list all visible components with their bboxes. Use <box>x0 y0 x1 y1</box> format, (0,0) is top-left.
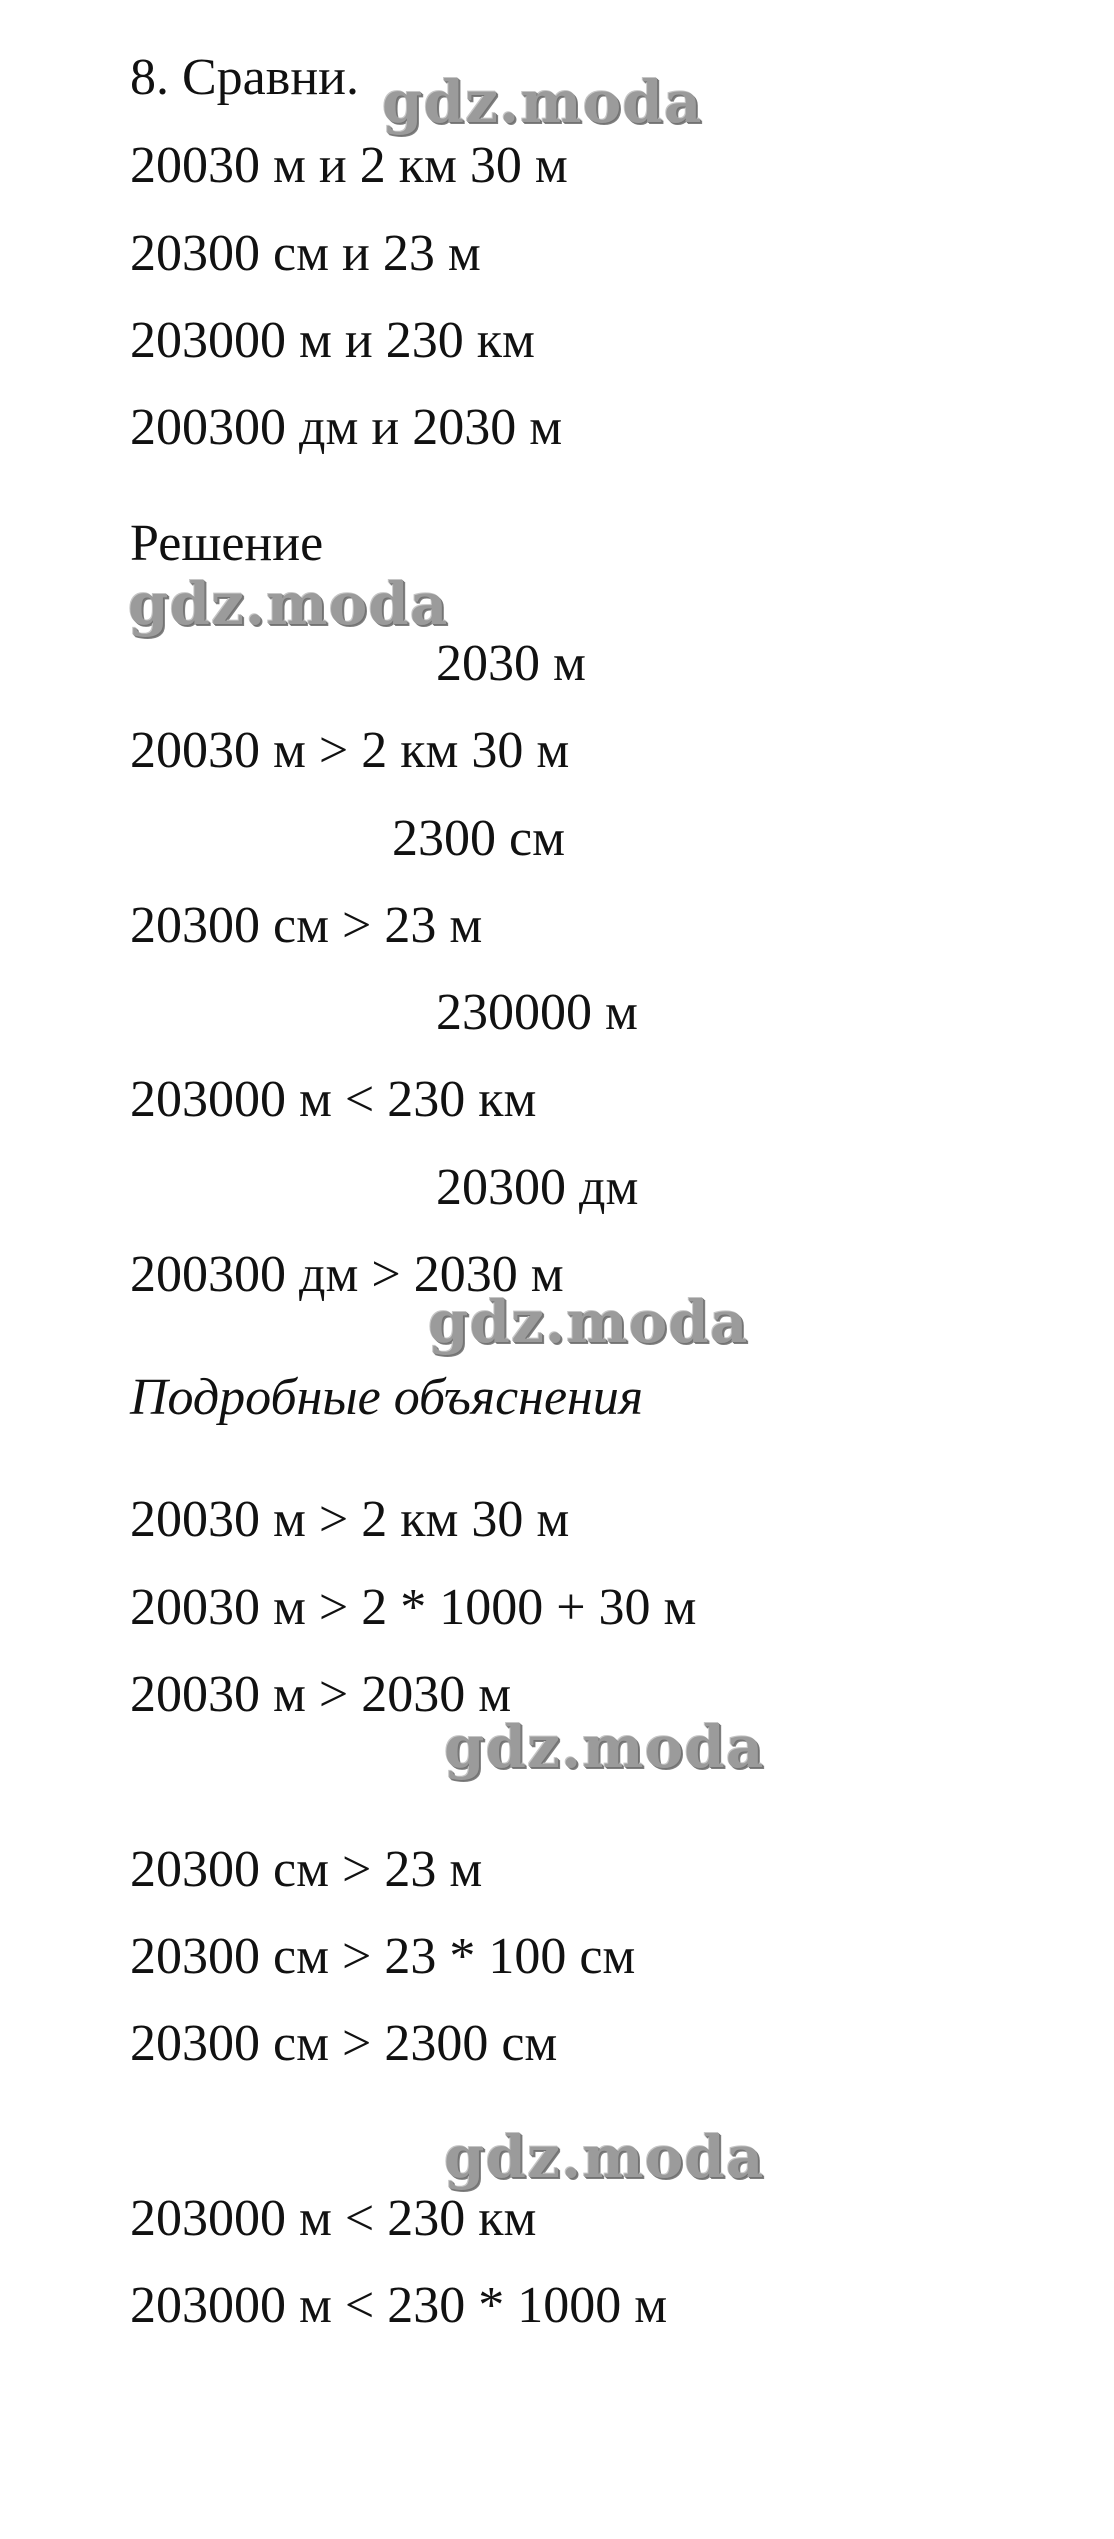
explanation-line: 20030 м > 2 * 1000 + 30 м <box>130 1579 697 1636</box>
solution-line-3: 203000 м < 230 км <box>130 1071 537 1128</box>
watermark: gdz.moda <box>128 570 449 638</box>
solution-line-1: 20030 м > 2 км 30 м <box>130 722 570 779</box>
watermark: gdz.moda <box>428 1288 749 1356</box>
task-item-1: 20030 м и 2 км 30 м <box>130 137 568 194</box>
watermark: gdz.moda <box>444 2123 765 2191</box>
explanation-line: 203000 м < 230 * 1000 м <box>130 2277 668 2334</box>
explanation-line: 20300 см > 23 * 100 см <box>130 1928 636 1985</box>
task-item-2: 20300 см и 23 м <box>130 225 481 282</box>
explanation-line: 20030 м > 2030 м <box>130 1666 512 1723</box>
explanation-line: 20300 см > 23 м <box>130 1841 483 1898</box>
solution-hint-3: 230000 м <box>436 984 638 1041</box>
explanation-line: 20030 м > 2 км 30 м <box>130 1491 570 1548</box>
explanation-line: 20300 см > 2300 см <box>130 2015 558 2072</box>
task-item-3: 203000 м и 230 км <box>130 312 535 369</box>
solution-hint-1: 2030 м <box>436 635 586 692</box>
watermark: gdz.moda <box>444 1713 765 1781</box>
explanation-heading: Подробные объяснения <box>130 1369 643 1426</box>
solution-hint-4: 20300 дм <box>436 1159 639 1216</box>
solution-line-2: 20300 см > 23 м <box>130 897 483 954</box>
task-title: 8. Сравни. <box>130 49 359 106</box>
watermark: gdz.moda <box>382 68 703 136</box>
explanation-line: 203000 м < 230 км <box>130 2190 537 2247</box>
solution-line-4: 200300 дм > 2030 м <box>130 1246 564 1303</box>
solution-hint-2: 2300 см <box>392 810 565 867</box>
solution-heading: Решение <box>130 515 324 572</box>
task-item-4: 200300 дм и 2030 м <box>130 399 563 456</box>
